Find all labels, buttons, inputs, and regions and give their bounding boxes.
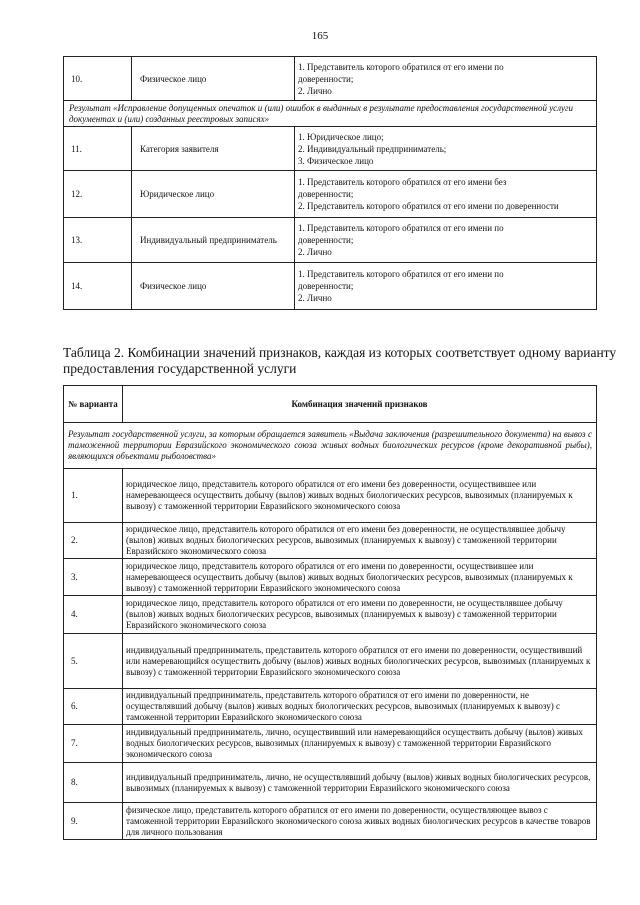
value-line: 2. Лично <box>298 293 332 303</box>
variant-combination: юридическое лицо, представитель которого обратился от его имени по доверенности, осуществившее или намеревающееся осуществить добычу (вылов) живых водных биологических ресурсов, вывозимых (планируемых к вывозу) с таможенной территории Евразийского экономического союза <box>123 559 597 596</box>
variant-combination: юридическое лицо, представитель которого обратился от его имени без доверенности, не осуществлявшее добычу (вылов) живых водных биологических ресурсов, вывозимых (планируемых к вывозу) с таможенной территории Евразийского экономического союза <box>123 523 597 559</box>
intro-text: Результат государственной услуги, за которым обращается заявитель «Выдача заключения (разрешительного документа) на вывоз с таможенной территории Евразийского экономического союза живых водных биологических ресурсов (кроме декоративной рыбы), являющихся объектами рыболовства» <box>64 423 597 469</box>
table-row <box>64 469 597 523</box>
row-category: Физическое лицо <box>132 57 295 101</box>
variant-number: 4. <box>64 596 123 634</box>
row-category: Индивидуальный предприниматель <box>132 218 295 263</box>
table-row <box>64 596 597 634</box>
variant-number: 7. <box>64 725 123 763</box>
row-number: 12. <box>64 171 132 218</box>
row-values <box>295 171 597 218</box>
variant-combination: индивидуальный предприниматель, представитель которого обратился от его имени по доверенности, не осуществлявший добычу (вылов) живых водных биологических ресурсов, вывозимых (планируемых к вывозу) с таможенной территории Евразийского экономического союза <box>123 689 597 725</box>
intro-row <box>64 423 597 469</box>
variant-number: 5. <box>64 634 123 689</box>
combinations-table <box>63 385 597 840</box>
value-line: 2. Лично <box>298 247 332 257</box>
header-variant-number: № варианта <box>64 386 123 423</box>
row-values <box>295 263 597 310</box>
variant-number: 3. <box>64 559 123 596</box>
table-row <box>64 763 597 803</box>
table-row <box>64 218 597 263</box>
variant-number: 8. <box>64 763 123 803</box>
variant-combination: индивидуальный предприниматель, лично, осуществивший или намеревающийся осуществить добычу (вылов) живых водных биологических ресурсов, вывозимых (планируемых к вывозу) с таможенной территории Евразийского экономического союза <box>123 725 597 763</box>
table-row <box>64 725 597 763</box>
page-number: 165 <box>311 30 329 42</box>
table-row <box>64 689 597 725</box>
table-row <box>64 559 597 596</box>
row-category: Физическое лицо <box>132 263 295 310</box>
value-line: 1. Представитель которого обратился от его имени по <box>298 223 504 233</box>
table-caption: Таблица 2. Комбинации значений признаков, каждая из которых соответствует одному варианту предоставления государственной услуги <box>63 345 617 376</box>
variant-number: 9. <box>64 803 123 840</box>
table-header-row <box>64 386 597 423</box>
variant-combination: индивидуальный предприниматель, представитель которого обратился от его имени по доверенности, осуществивший или намеревающийся осуществить добычу (вылов) живых водных биологических ресурсов, вывозимых (планируемых к вывозу) с таможенной территории Евразийского экономического союза <box>123 634 597 689</box>
table-row <box>64 634 597 689</box>
variant-number: 1. <box>64 469 123 523</box>
value-line: 1. Юридическое лицо; <box>298 131 384 142</box>
attributes-table <box>63 56 597 310</box>
table-row <box>64 263 597 310</box>
table-row <box>64 57 597 101</box>
row-values <box>295 127 597 171</box>
value-line: доверенности; <box>298 281 354 291</box>
variant-combination: индивидуальный предприниматель, лично, не осуществлявший добычу (вылов) живых водных биологических ресурсов, вывозимых (планируемых к вывозу) с таможенной территории Евразийского экономического союза <box>123 763 597 803</box>
variant-number: 2. <box>64 523 123 559</box>
result-row <box>64 101 597 127</box>
value-line: 1. Представитель которого обратился от его имени без <box>298 177 507 187</box>
row-values <box>295 57 597 101</box>
header-combination: Комбинация значений признаков <box>123 386 597 423</box>
table-row <box>64 803 597 840</box>
value-line: 2. Представитель которого обратился от его имени по доверенности <box>298 201 559 211</box>
table-row <box>64 171 597 218</box>
row-number: 13. <box>64 218 132 263</box>
value-line: 2. Лично <box>298 85 332 96</box>
value-line: 1. Представитель которого обратился от его имени по <box>298 269 504 279</box>
table-row <box>64 127 597 171</box>
value-line: доверенности; <box>298 73 354 84</box>
value-line: 1. Представитель которого обратился от его имени по <box>298 61 504 72</box>
value-line: 2. Индивидуальный предприниматель; <box>298 143 447 154</box>
result-text: Результат «Исправление допущенных опечаток и (или) ошибок в выданных в результате предоставления государственной услуги документах и (или) созданных реестровых записях» <box>64 101 597 127</box>
row-number: 11. <box>64 127 132 171</box>
row-number: 10. <box>64 57 132 101</box>
row-values <box>295 218 597 263</box>
row-category: Категория заявителя <box>132 127 295 171</box>
row-number: 14. <box>64 263 132 310</box>
variant-combination: физическое лицо, представитель которого обратился от его имени по доверенности, осуществляющее вывоз с таможенной территории Евразийского экономического союза живых водных биологических ресурсов в качестве товаров для личного пользования <box>123 803 597 840</box>
value-line: 3. Физическое лицо <box>298 155 374 166</box>
variant-combination: юридическое лицо, представитель которого обратился от его имени без доверенности, осуществившее или намеревающееся осуществить добычу (вылов) живых водных биологических ресурсов, вывозимых (планируемых к вывозу) с таможенной территории Евразийского экономического союза <box>123 469 597 523</box>
table-row <box>64 523 597 559</box>
row-category: Юридическое лицо <box>132 171 295 218</box>
value-line: доверенности; <box>298 235 354 245</box>
value-line: доверенности; <box>298 189 354 199</box>
variant-number: 6. <box>64 689 123 725</box>
variant-combination: юридическое лицо, представитель которого обратился от его имени по доверенности, не осуществлявшее добычу (вылов) живых водных биологических ресурсов, вывозимых (планируемых к вывозу) с таможенной территории Евразийского экономического союза <box>123 596 597 634</box>
